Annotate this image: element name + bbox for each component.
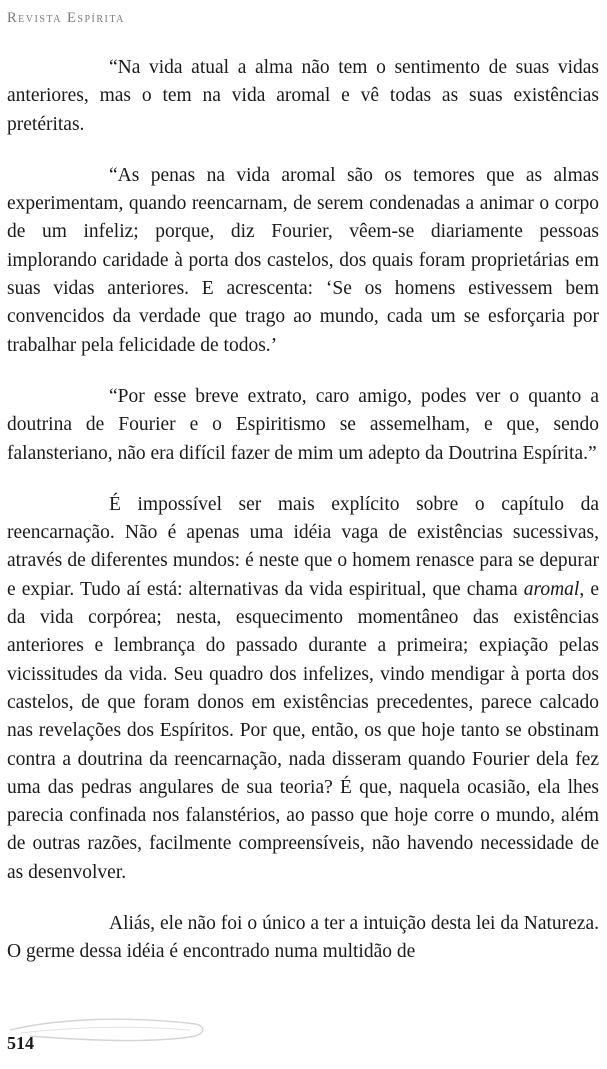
paragraph-3: “Por esse breve extrato, caro amigo, podes ver o quanto a doutrina de Fourier e o Espiritismo se assemelham, e que, sendo falansteriano, não era difícil fazer de mim um adepto da Doutrina Espírita.”: [7, 385, 599, 464]
italic-term-aromal: aromal: [523, 578, 580, 600]
paragraph-5: Aliás, ele não foi o único a ter a intuição desta lei da Natureza. O germe dessa idéia é encontrado numa multidão de: [7, 913, 599, 963]
paragraph-4-text-b: , e da vida corpórea; nesta, esquecimento momentâneo das existências anteriores e lembrança do passado durante a primeira; expiação pelas vicissitudes da vida. Seu quadro dos infelizes, vindo mendigar à porta dos castelos, de que foram donos em existências precedentes, parece calcado nas revelações dos Espíritos. Por que, então, os que hoje tanto se obstinam contra a doutrina da reencarnação, nada disseram quando Fourier dela fez uma das pedras angulares de sua teoria? É que, naquela ocasião, ela lhes parecia confinada nos falanstérios, ao passo que hoje corre o mundo, além de outras razões, facilmente compreensíveis, não havendo necessidade de as desenvolver.: [7, 578, 600, 883]
running-head: Revista Espírita: [7, 10, 125, 26]
paragraph-1: “Na vida atual a alma não tem o sentimento de suas vidas anteriores, mas o tem na vida aromal e vê todas as suas existências pretéritas.: [7, 57, 599, 135]
page-number: 514: [7, 1033, 34, 1053]
paragraph-4: [7, 491, 599, 887]
paragraph-2: “As penas na vida aromal são os temores que as almas experimentam, quando reencarnam, de serem condenadas a animar o corpo de um infeliz; porque, diz Fourier, vêem-se diariamente pessoas implorando caridade à porta dos castelos, dos quais foram proprietárias em suas vidas anteriores. E acrescenta: ‘Se os homens estivessem bem convencidos da verdade que trago ao mundo, cada um se esforçaria por trabalhar pela felicidade de todos.’: [7, 164, 599, 356]
paragraph-4-text-a: É impossível ser mais explícito sobre o capítulo da reencarnação. Não é apenas uma idéia vaga de existências sucessivas, através de diferentes mundos: é neste que o homem renasce para se depurar e expiar. Tudo aí está: alternativas da vida espiritual, que chama: [7, 493, 599, 600]
body-text: [7, 54, 599, 990]
